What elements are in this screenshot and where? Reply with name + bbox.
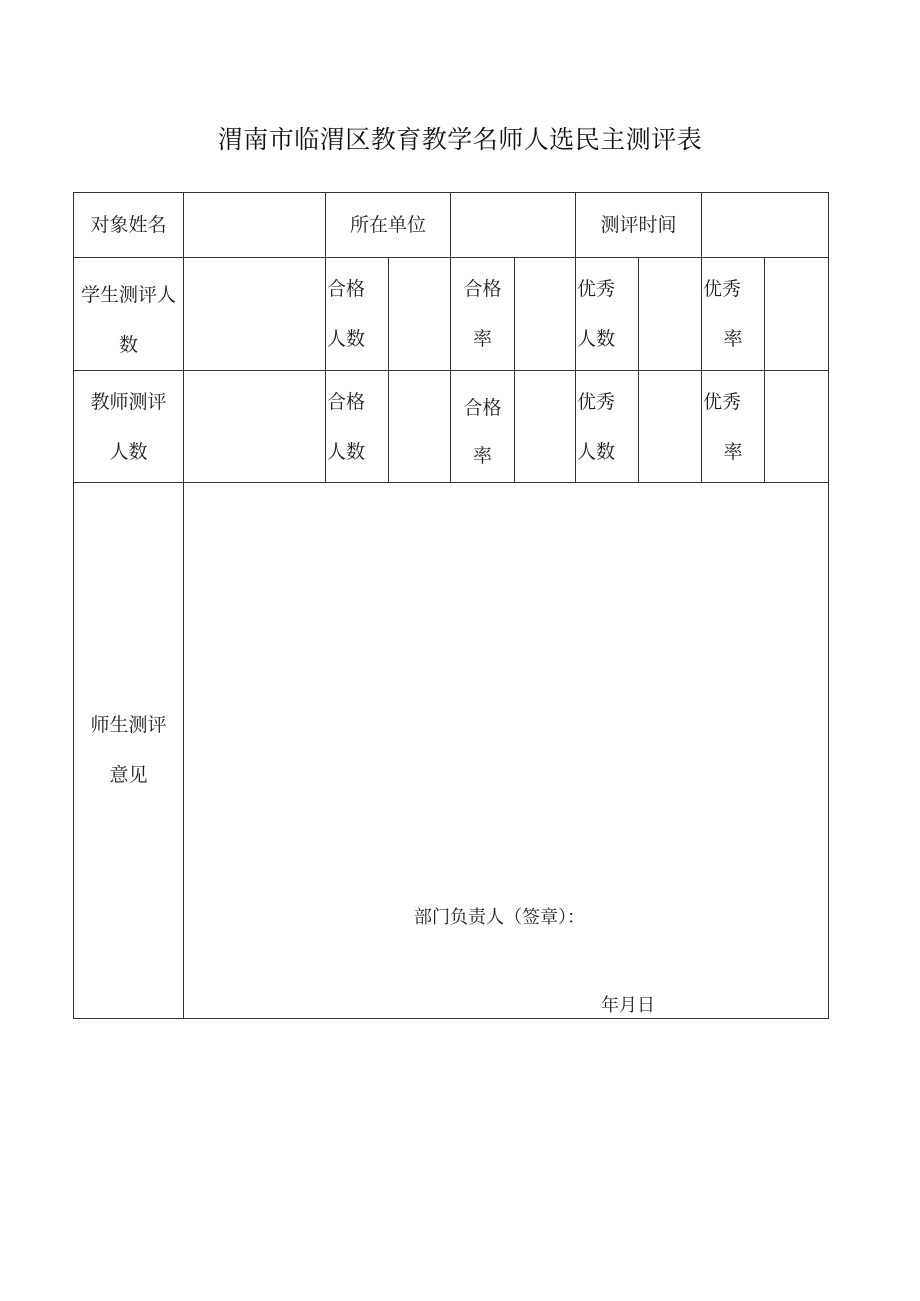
teacher-count-label-line2: 人数 bbox=[109, 441, 148, 463]
teacher-pass-rate-label-line2: 率 bbox=[472, 445, 492, 467]
student-count-field[interactable] bbox=[184, 258, 325, 370]
student-count-label-line2: 数 bbox=[118, 334, 138, 356]
teacher-excellent-count-label bbox=[577, 377, 637, 477]
teacher-pass-count-label bbox=[327, 377, 387, 477]
student-pass-rate-label-line2: 率 bbox=[472, 328, 492, 350]
student-pass-rate-label bbox=[451, 264, 514, 364]
teacher-pass-rate-field[interactable] bbox=[515, 371, 575, 482]
time-value-field[interactable] bbox=[702, 193, 828, 257]
teacher-pass-rate-label-line1: 合格 bbox=[463, 397, 502, 419]
teacher-excellent-count-label-line2: 人数 bbox=[577, 441, 616, 463]
student-excellent-rate-label bbox=[703, 264, 763, 364]
table-border-right bbox=[828, 192, 829, 1019]
student-count-label-line1: 学生测评人 bbox=[80, 284, 176, 306]
student-excellent-rate-label-line2: 率 bbox=[723, 328, 743, 350]
teacher-count-label-line1: 教师测评 bbox=[90, 391, 167, 413]
student-pass-count-label-line1: 合格 bbox=[327, 278, 366, 300]
teacher-pass-count-label-line1: 合格 bbox=[327, 391, 366, 413]
teacher-excellent-rate-label-line1: 优秀 bbox=[703, 391, 742, 413]
teacher-excellent-count-label-line1: 优秀 bbox=[577, 391, 616, 413]
time-label: 测评时间 bbox=[600, 214, 677, 236]
student-excellent-count-label-line2: 人数 bbox=[577, 328, 616, 350]
teacher-excellent-rate-label-line2: 率 bbox=[723, 441, 743, 463]
name-label: 对象姓名 bbox=[90, 214, 167, 236]
teacher-count-field[interactable] bbox=[184, 371, 325, 482]
student-pass-rate-label-line1: 合格 bbox=[463, 278, 502, 300]
teacher-excellent-rate-label bbox=[703, 377, 763, 477]
student-pass-count-label-line2: 人数 bbox=[327, 328, 366, 350]
signature-label: 部门负责人（签章）： bbox=[414, 907, 585, 928]
teacher-pass-count-field[interactable] bbox=[389, 371, 450, 482]
teacher-excellent-count-field[interactable] bbox=[639, 371, 701, 482]
student-excellent-count-label-line1: 优秀 bbox=[577, 278, 616, 300]
student-excellent-rate-label-line1: 优秀 bbox=[703, 278, 742, 300]
name-value-field[interactable] bbox=[184, 193, 325, 257]
opinion-label-line1: 师生测评 bbox=[90, 714, 167, 736]
opinion-text-area[interactable] bbox=[184, 483, 828, 883]
student-excellent-count-field[interactable] bbox=[639, 258, 701, 370]
teacher-excellent-rate-field[interactable] bbox=[765, 371, 828, 482]
teacher-pass-count-label-line2: 人数 bbox=[327, 441, 366, 463]
unit-label: 所在单位 bbox=[349, 214, 426, 236]
student-pass-count-field[interactable] bbox=[389, 258, 450, 370]
opinion-label-line2: 意见 bbox=[109, 764, 148, 786]
student-excellent-rate-field[interactable] bbox=[765, 258, 828, 370]
date-label: 年月日 bbox=[601, 995, 655, 1016]
student-pass-rate-field[interactable] bbox=[515, 258, 575, 370]
student-count-label bbox=[74, 270, 183, 370]
student-pass-count-label bbox=[327, 264, 387, 364]
document-title: 渭南市临渭区教育教学名师人选民主测评表 bbox=[217, 125, 703, 154]
unit-value-field[interactable] bbox=[451, 193, 575, 257]
teacher-pass-rate-label bbox=[451, 384, 514, 480]
opinion-label bbox=[74, 700, 183, 800]
teacher-count-label bbox=[74, 377, 183, 477]
student-excellent-count-label bbox=[577, 264, 637, 364]
